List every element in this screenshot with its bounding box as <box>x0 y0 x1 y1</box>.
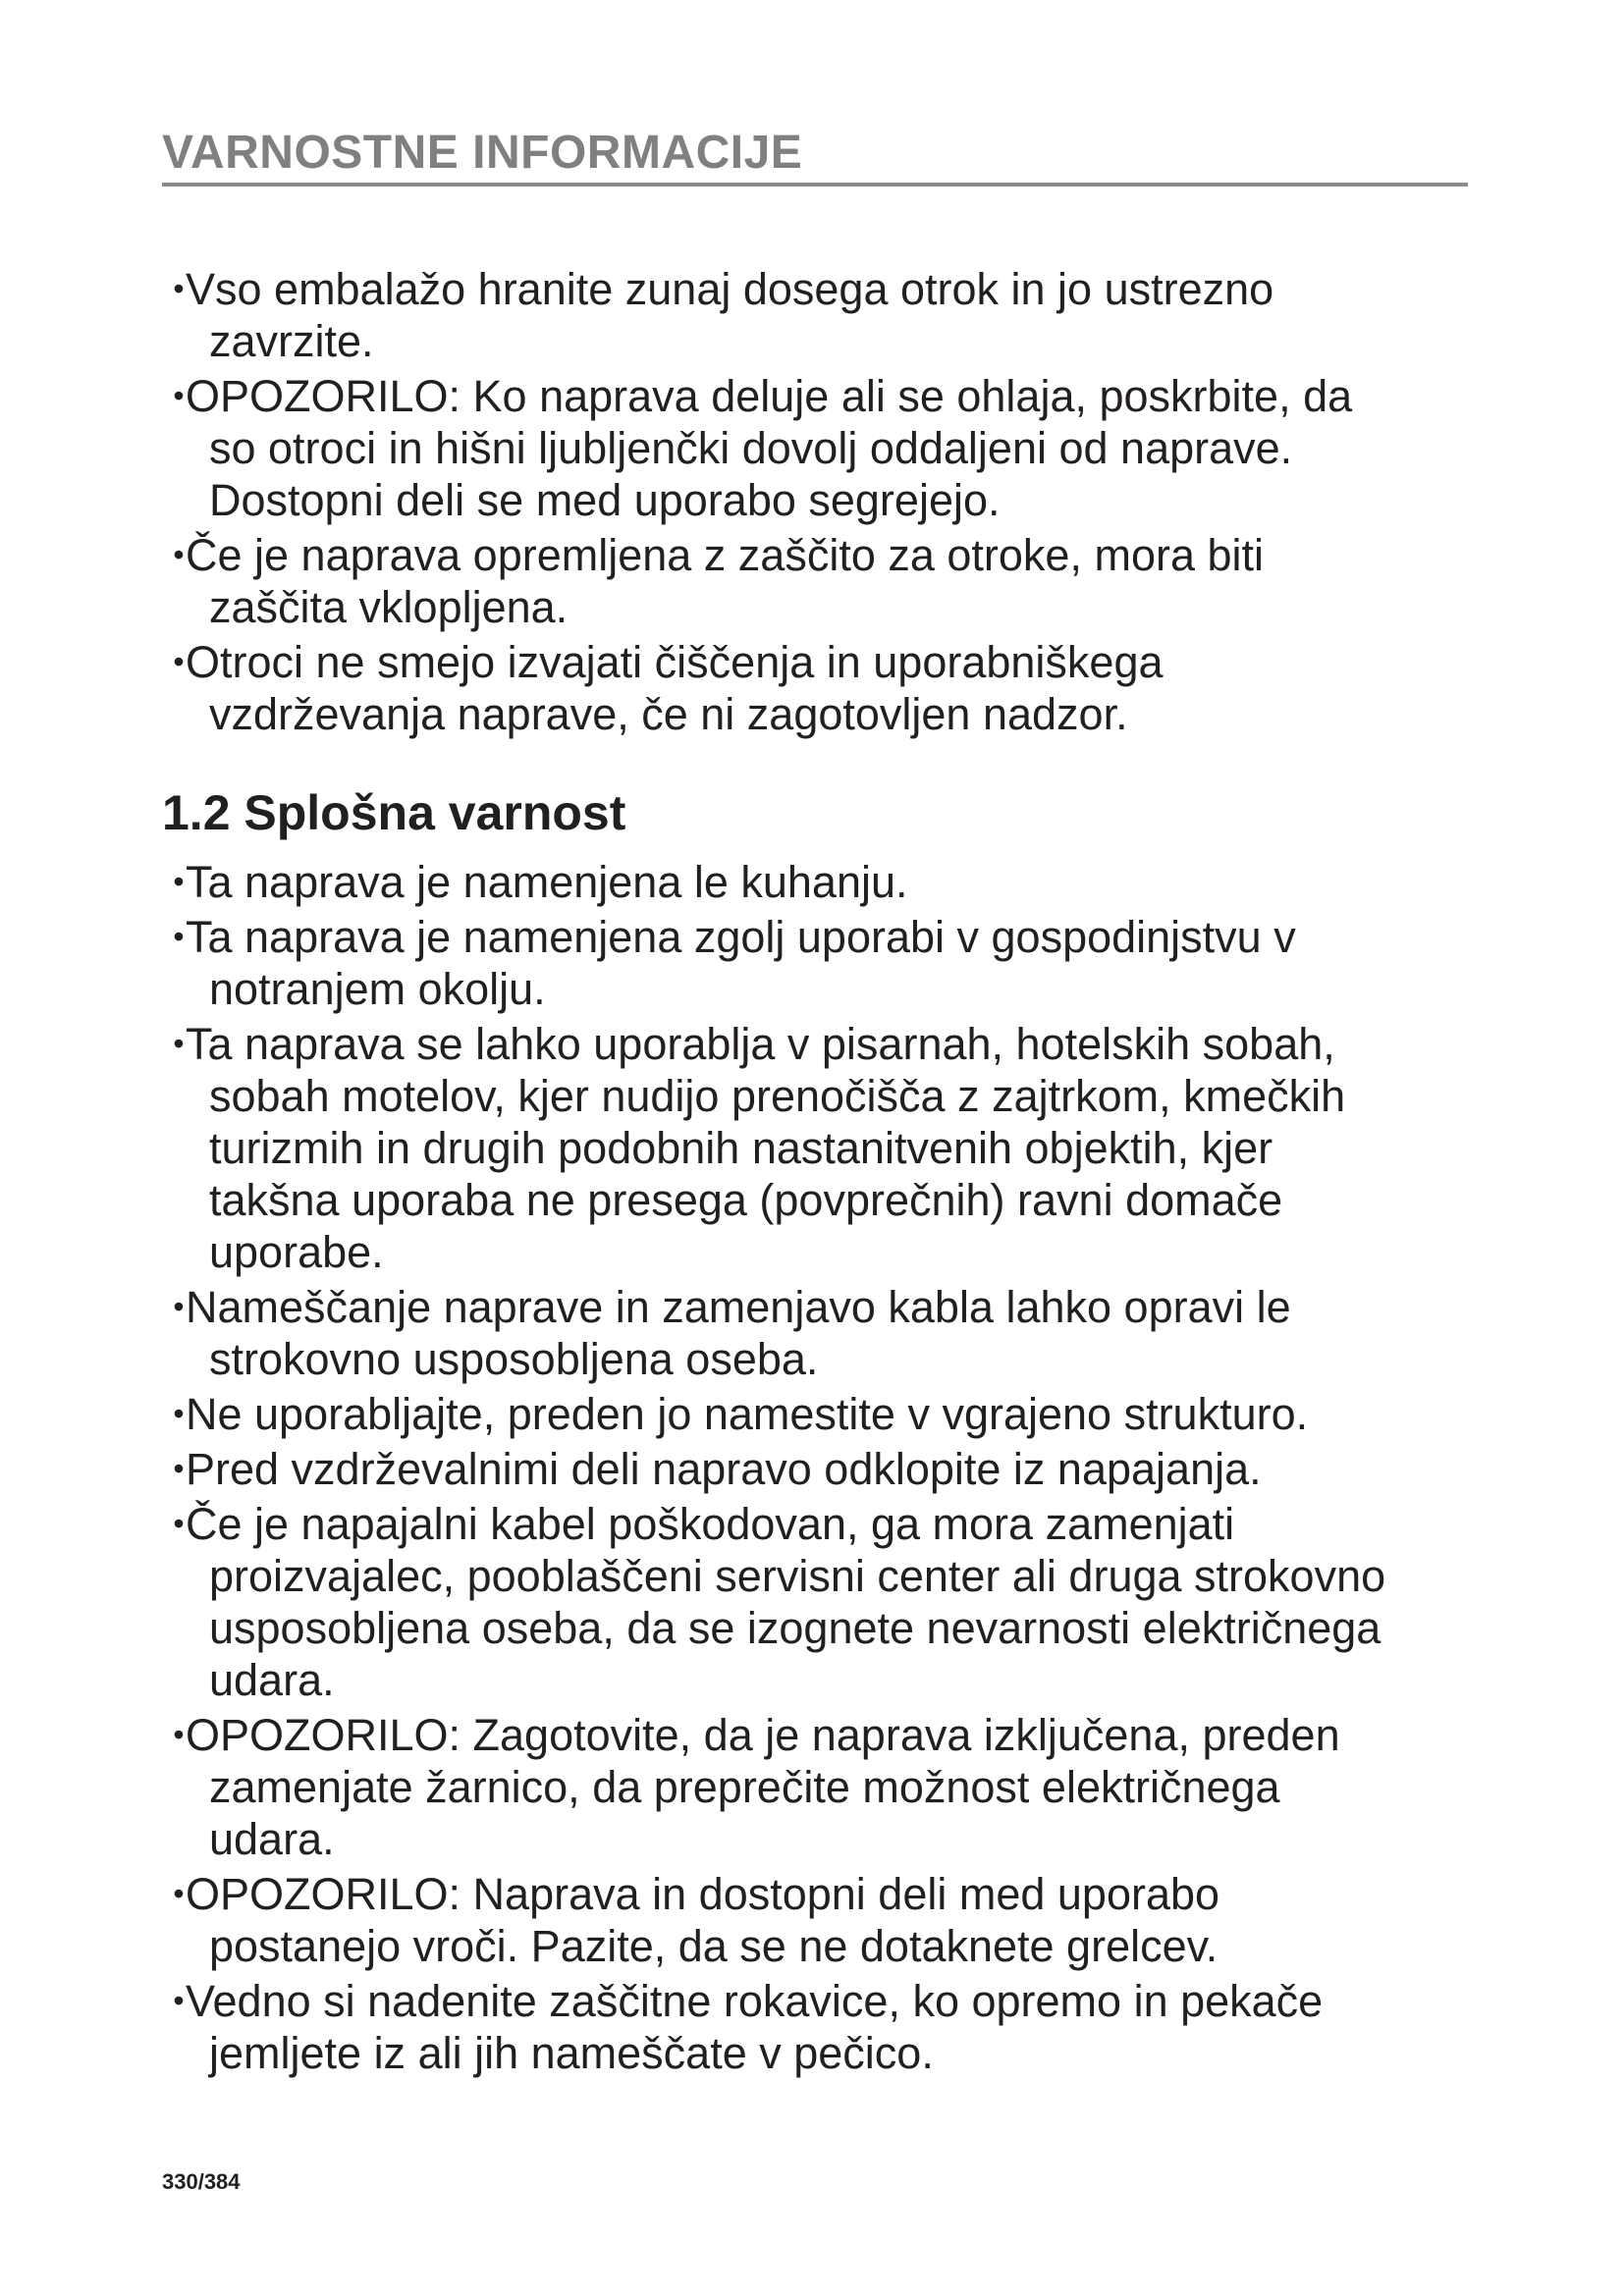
list-item-text: Pred vzdrževalnimi deli napravo odklopite iz napajanja. <box>186 1444 1262 1494</box>
list-item-text: Ne uporabljajte, preden jo namestite v vgrajeno strukturo. <box>186 1389 1309 1439</box>
list-item <box>162 1281 1488 1385</box>
list-item <box>162 1868 1488 1972</box>
bullet-icon: • <box>173 537 185 572</box>
list-item <box>162 911 1488 1015</box>
general-safety-list <box>162 856 1488 2079</box>
list-item-text: Otroci ne smejo izvajati čiščenja in uporabniškega vzdrževanja naprave, če ni zagotovljen nadzor. <box>186 637 1164 739</box>
bullet-icon: • <box>173 1983 185 2018</box>
page-header <box>162 118 1468 187</box>
list-item <box>162 1498 1488 1706</box>
list-item-text: Vso embalažo hranite zunaj dosega otrok in jo ustrezno zavrzite. <box>186 264 1274 366</box>
list-item <box>162 529 1488 633</box>
list-item-text: Vedno si nadenite zaščitne rokavice, ko opremo in pekače jemljete iz ali jih nameščate v pečico. <box>186 1976 1324 2078</box>
page-title: VARNOSTNE INFORMACIJE <box>162 127 803 179</box>
list-item <box>162 370 1488 526</box>
list-item <box>162 856 1488 908</box>
list-item <box>162 263 1488 367</box>
list-item-text: Ta naprava je namenjena le kuhanju. <box>186 857 908 907</box>
list-item-text: Ta naprava se lahko uporablja v pisarnah, hotelskih sobah, sobah motelov, kjer nudijo prenočišča z zajtrkom, kmečkih turizmih in drugih podobnih nastanitvenih objektih, kjer takšna uporaba ne presega (povprečnih) ravni domače uporabe. <box>186 1019 1346 1277</box>
list-item <box>162 1388 1488 1440</box>
list-item <box>162 1975 1488 2079</box>
bullet-icon: • <box>173 919 185 954</box>
list-item <box>162 636 1488 740</box>
bullet-icon: • <box>173 378 185 413</box>
bullet-icon: • <box>173 644 185 679</box>
list-item <box>162 1018 1488 1278</box>
bullet-icon: • <box>173 1026 185 1061</box>
list-item-text: OPOZORILO: Ko naprava deluje ali se ohlaja, poskrbite, da so otroci in hišni ljubljenčki dovolj oddaljeni od naprave. Dostopni deli se med uporabo segrejejo. <box>186 371 1353 525</box>
bullet-icon: • <box>173 1396 185 1431</box>
bullet-icon: • <box>173 1289 185 1324</box>
intro-list <box>162 263 1488 740</box>
page-content <box>162 263 1488 2082</box>
bullet-icon: • <box>173 1876 185 1911</box>
list-item-text: Če je napajalni kabel poškodovan, ga mora zamenjati proizvajalec, pooblaščeni servisni center ali druga strokovno usposobljena oseba, da se izognete nevarnosti električnega udara. <box>186 1499 1386 1705</box>
list-item-text: OPOZORILO: Zagotovite, da je naprava izključena, preden zamenjate žarnico, da preprečite možnost električnega udara. <box>186 1710 1340 1864</box>
bullet-icon: • <box>173 864 185 899</box>
list-item-text: Če je naprava opremljena z zaščito za otroke, mora biti zaščita vklopljena. <box>186 530 1265 632</box>
list-item-text: Nameščanje naprave in zamenjavo kabla lahko opravi le strokovno usposobljena oseba. <box>186 1282 1291 1384</box>
section-title: 1.2 Splošna varnost <box>162 785 626 840</box>
bullet-icon: • <box>173 1717 185 1752</box>
bullet-icon: • <box>173 1506 185 1541</box>
list-item <box>162 1709 1488 1865</box>
list-item-text: OPOZORILO: Naprava in dostopni deli med uporabo postanejo vroči. Pazite, da se ne dotaknete grelcev. <box>186 1869 1220 1971</box>
list-item-text: Ta naprava je namenjena zgolj uporabi v gospodinjstvu v notranjem okolju. <box>186 912 1296 1014</box>
bullet-icon: • <box>173 1451 185 1486</box>
bullet-icon: • <box>173 271 185 306</box>
page-number: 330/384 <box>162 2169 241 2194</box>
list-item <box>162 1443 1488 1495</box>
